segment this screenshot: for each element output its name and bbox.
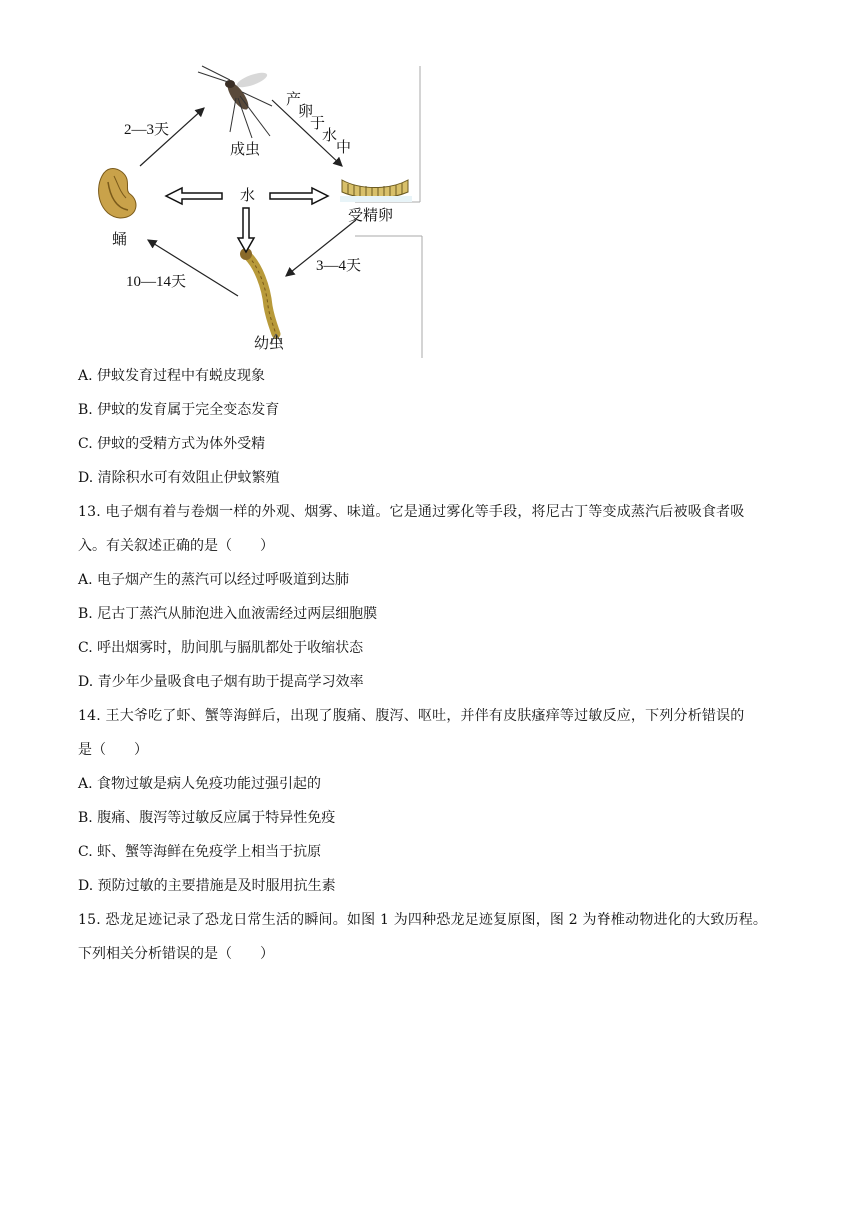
q12-option-d: D. 清除积水可有效阻止伊蚊繁殖	[78, 470, 280, 486]
q14-stem-line2: 是（ ）	[78, 742, 148, 758]
water-arrow-down	[238, 208, 254, 252]
water-arrow-left	[166, 188, 222, 204]
egg-raft-icon	[340, 180, 412, 202]
water-label: 水	[240, 186, 256, 204]
adult-mosquito-icon	[198, 66, 272, 138]
lay-eggs-char-3: 于	[310, 114, 326, 132]
adult-label: 成虫	[230, 140, 261, 158]
q12-option-c: C. 伊蚊的受精方式为体外受精	[78, 436, 266, 452]
q13-option-a: A. 电子烟产生的蒸汽可以经过呼吸道到达肺	[78, 572, 350, 588]
lay-eggs-char-4: 水	[322, 126, 338, 144]
egg-label: 受精卵	[348, 206, 394, 224]
larva-label: 幼虫	[254, 334, 285, 352]
q13-option-d: D. 青少年少量吸食电子烟有助于提高学习效率	[78, 674, 364, 690]
q12-option-a: A. 伊蚊发育过程中有蜕皮现象	[78, 368, 266, 384]
q15-stem-line1: 15. 恐龙足迹记录了恐龙日常生活的瞬间。如图 1 为四种恐龙足迹复原图，图 2 为脊椎动物进化的大致历程。	[78, 912, 768, 928]
q14-stem-line1: 14. 王大爷吃了虾、蟹等海鲜后，出现了腹痛、腹泻、呕吐，并伴有皮肤瘙痒等过敏反应，下列分析错误的	[78, 708, 745, 724]
q13-stem-line1: 13. 电子烟有着与卷烟一样的外观、烟雾、味道。它是通过雾化等手段，将尼古丁等变成蒸汽后被吸食者吸	[78, 504, 745, 520]
mosquito-life-cycle-diagram	[80, 66, 425, 358]
duration-pupa-to-adult: 2—3天	[124, 122, 170, 138]
duration-egg-to-larva: 3—4天	[316, 258, 362, 274]
q12-option-b: B. 伊蚊的发育属于完全变态发育	[78, 402, 280, 418]
q13-option-b: B. 尼古丁蒸汽从肺泡进入血液需经过两层细胞膜	[78, 606, 378, 622]
q15-stem-line2: 下列相关分析错误的是（ ）	[78, 946, 274, 962]
q14-option-a: A. 食物过敏是病人免疫功能过强引起的	[78, 776, 322, 792]
q14-option-d: D. 预防过敏的主要措施是及时服用抗生素	[78, 878, 336, 894]
q14-option-c: C. 虾、蟹等海鲜在免疫学上相当于抗原	[78, 844, 322, 860]
lay-eggs-char-2: 卵	[298, 102, 314, 120]
lay-eggs-char-5: 中	[336, 138, 352, 156]
q14-option-b: B. 腹痛、腹泻等过敏反应属于特异性免疫	[78, 810, 336, 826]
q13-stem-line2: 入。有关叙述正确的是（ ）	[78, 538, 274, 554]
pupa-label: 蛹	[112, 230, 128, 248]
water-arrow-right	[270, 188, 328, 204]
pupa-icon	[99, 169, 136, 218]
duration-larva-to-pupa: 10—14天	[126, 274, 187, 290]
lay-eggs-char-1: 产	[286, 90, 302, 108]
larva-icon	[240, 248, 282, 344]
q13-option-c: C. 呼出烟雾时，肋间肌与膈肌都处于收缩状态	[78, 640, 364, 656]
